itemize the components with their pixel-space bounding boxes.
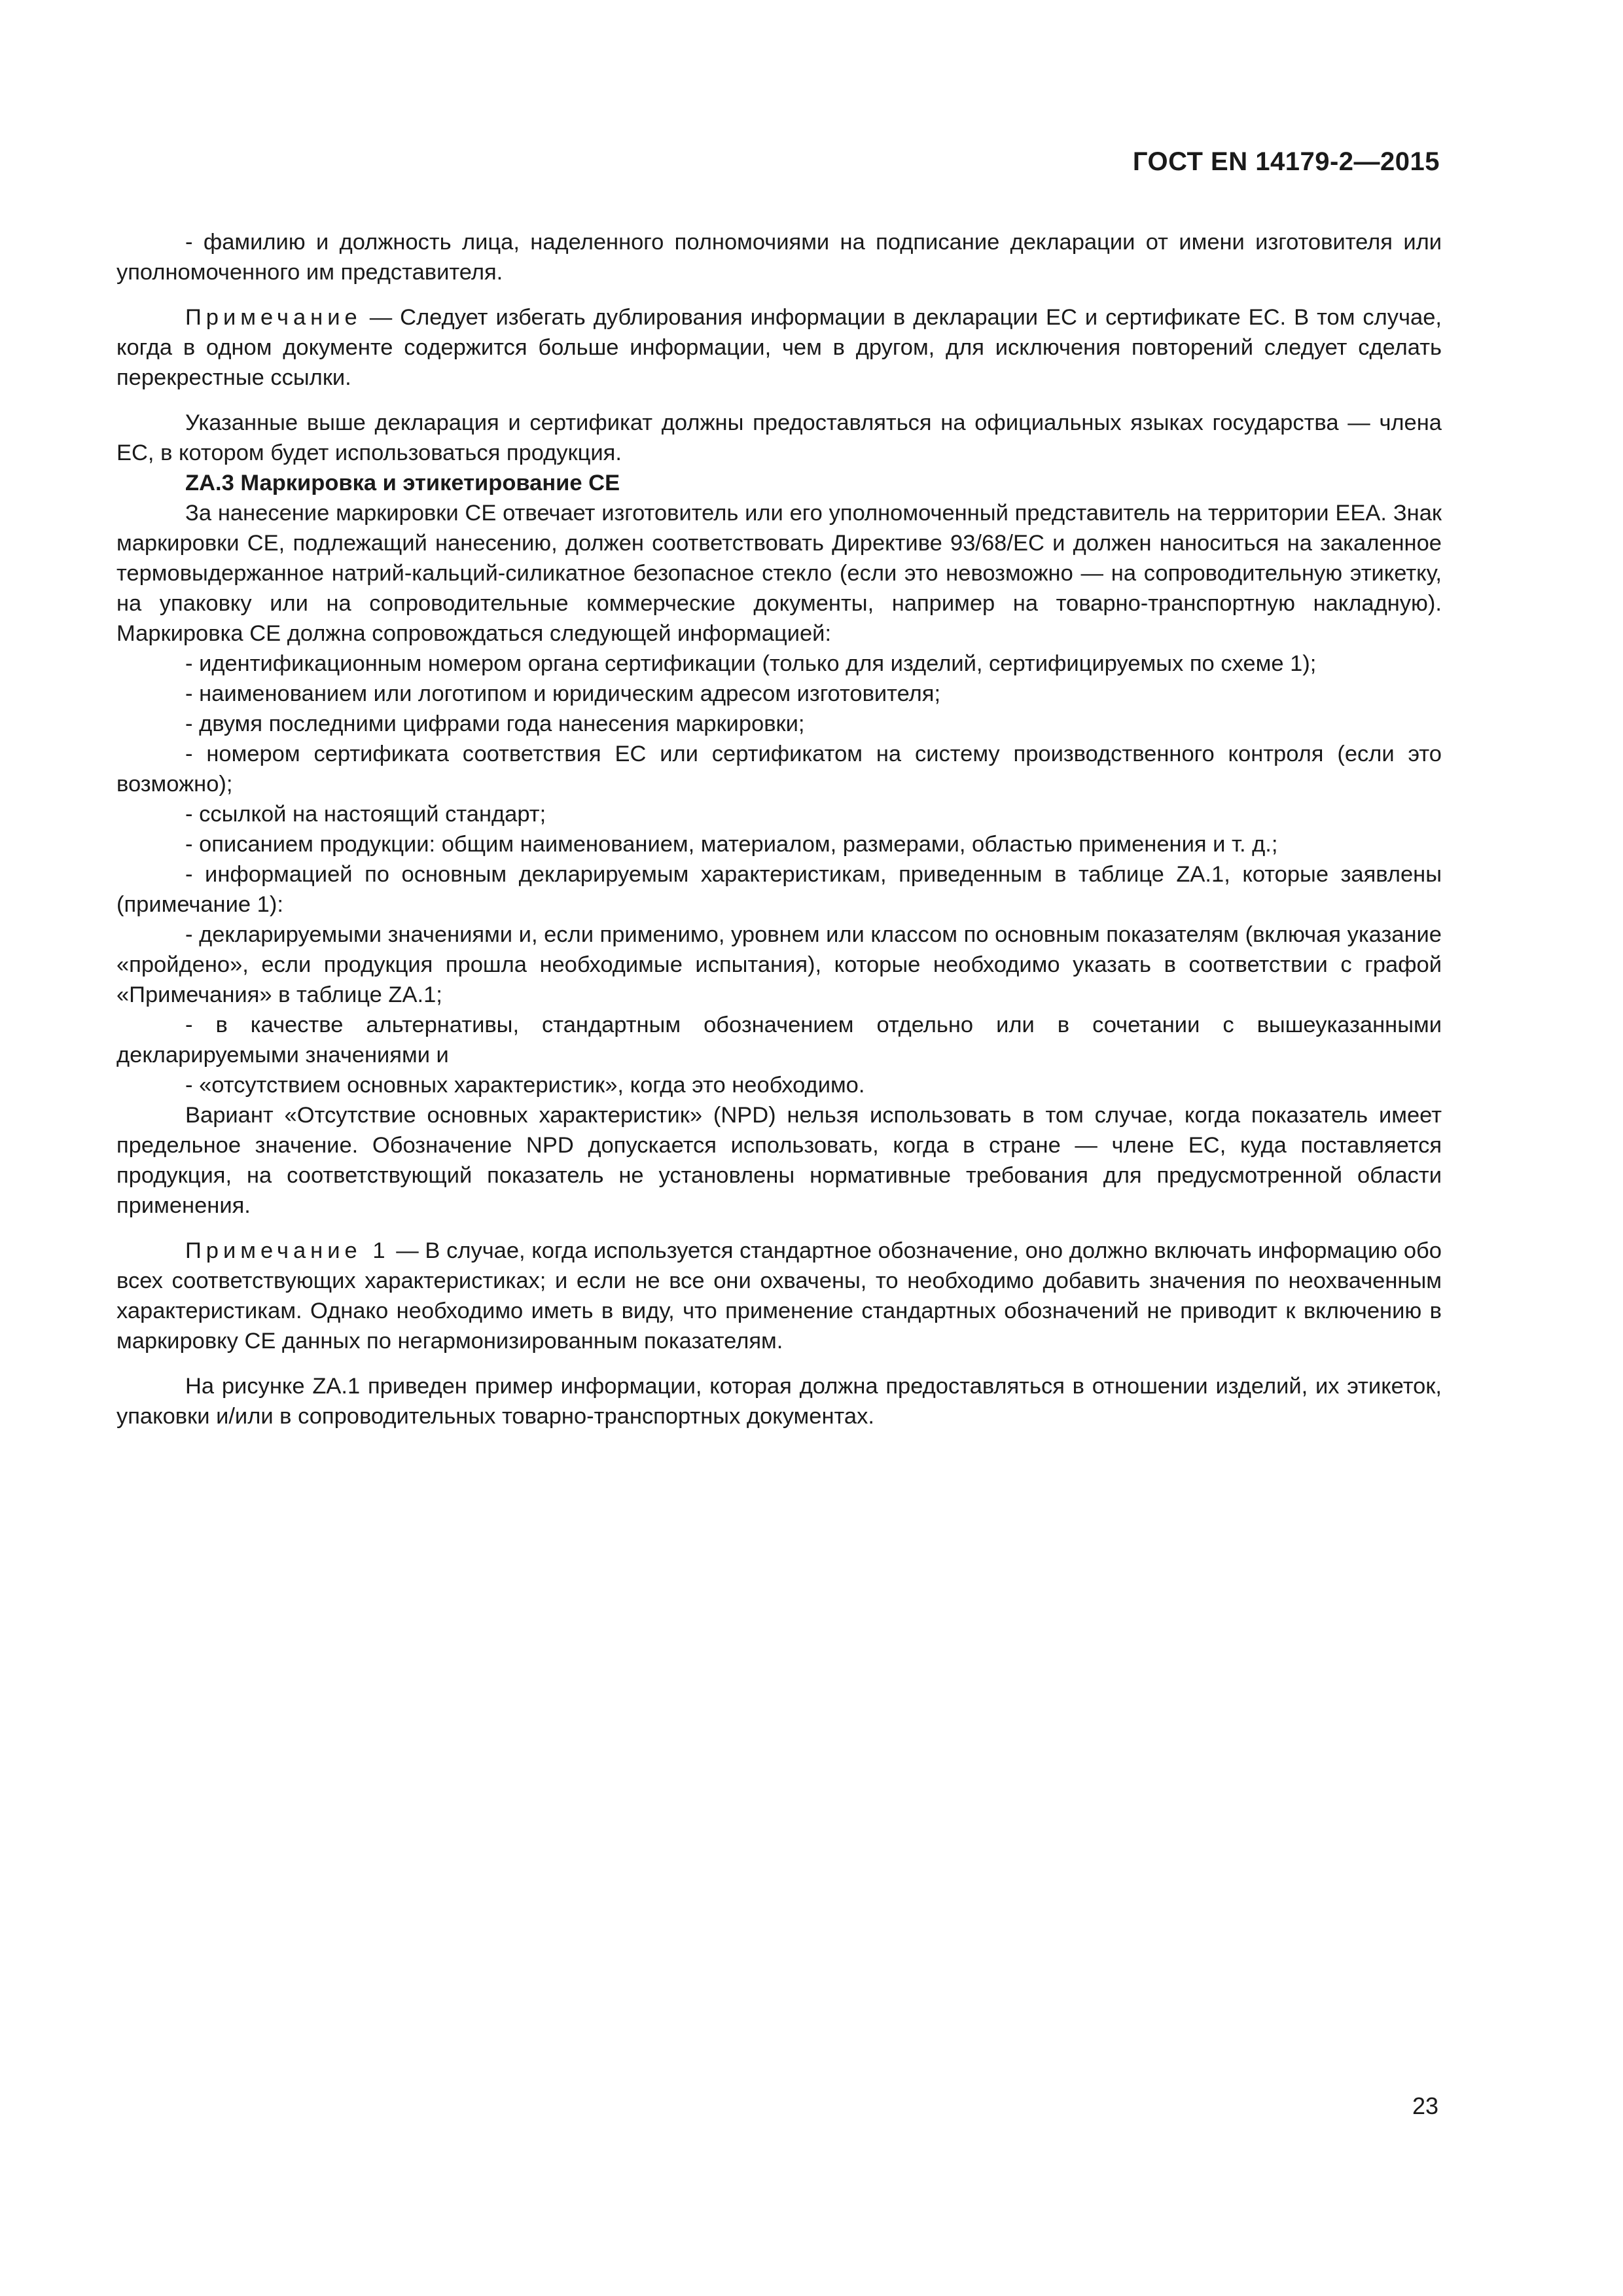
paragraph-signatory: - фамилию и должность лица, наделенного полномочиями на подписание декларации от имени изготовителя или уполномоченного им представителя. xyxy=(116,230,1442,285)
note-label: Примечание 1 xyxy=(185,1238,390,1263)
note-label: Примечание xyxy=(185,305,362,330)
note-paragraph-1 xyxy=(116,1236,1442,1356)
list-item: - номером сертификата соответствия ЕС или сертификатом на систему производственного контроля (если это возможно); xyxy=(116,742,1442,797)
list-item: - наименованием или логотипом и юридическим адресом изготовителя; xyxy=(185,681,941,706)
section-heading: ZA.3 Маркировка и этикетирование СЕ xyxy=(185,471,620,495)
list-item: - информацией по основным декларируемым характеристикам, приведенным в таблице ZA.1, которые заявлены (примечание 1): xyxy=(116,862,1442,917)
list-item: - идентификационным номером органа сертификации (только для изделий, сертифицируемых по схеме 1); xyxy=(185,651,1317,676)
list-item: - декларируемыми значениями и, если применимо, уровнем или классом по основным показателям (включая указание «пройдено», если продукция прошла необходимые испытания), которые необходимо указать в соответствии с графой «Примечания» в таблице ZA.1; xyxy=(116,922,1442,1007)
note-text: — В случае, когда используется стандартное обозначение, оно должно включать информацию обо всех соответствующих характеристиках; и если не все они охвачены, то необходимо добавить значения по неохваченным характеристикам. Однако необходимо иметь в виду, что применение стандартных обозначений не приводит к включению в маркировку СЕ данных по негармонизированным показателям. xyxy=(116,1238,1442,1354)
page-number: 23 xyxy=(1412,2092,1438,2119)
list-item: - двумя последними цифрами года нанесения маркировки; xyxy=(185,711,805,736)
paragraph-ce-marking: За нанесение маркировки СЕ отвечает изготовитель или его уполномоченный представитель на территории ЕЕА. Знак маркировки СЕ, подлежащий нанесению, должен соответствовать Директиве 93/68/ЕС и должен наноситься на закаленное термовыдержанное натрий-кальций-силикатное безопасное стекло (если это невозможно — на сопроводительную этикетку, на упаковку или на сопроводительные коммерческие документы, например на товарно-транспортную накладную). Маркировка СЕ должна сопровождаться следующей информацией: xyxy=(116,501,1442,646)
list-item: - описанием продукции: общим наименованием, материалом, размерами, областью применения и т. д.; xyxy=(185,832,1278,857)
document-body xyxy=(116,227,1442,1431)
list-item: - в качестве альтернативы, стандартным обозначением отдельно или в сочетании с вышеуказанными декларируемыми значениями и xyxy=(116,1013,1442,1067)
paragraph-npd: Вариант «Отсутствие основных характеристик» (NPD) нельзя использовать в том случае, когда показатель имеет предельное значение. Обозначение NPD допускается использовать, когда в стране — члене ЕС, куда поставляется продукция, на соответствующий показатель не установлены нормативные требования для предусмотренной области применения. xyxy=(116,1103,1442,1218)
list-item: - ссылкой на настоящий стандарт; xyxy=(185,802,546,827)
list-item: - «отсутствием основных характеристик», когда это необходимо. xyxy=(185,1073,865,1098)
paragraph-languages: Указанные выше декларация и сертификат должны предоставляться на официальных языках государства — члена ЕС, в котором будет использоваться продукция. xyxy=(116,410,1442,465)
note-text: — Следует избегать дублирования информации в декларации ЕС и сертификате ЕС. В том случае, когда в одном документе содержится больше информации, чем в другом, для исключения повторений следует сделать перекрестные ссылки. xyxy=(116,305,1442,390)
paragraph-figure-reference: На рисунке ZA.1 приведен пример информации, которая должна предоставляться в отношении изделий, их этикеток, упаковки и/или в сопроводительных товарно-транспортных документах. xyxy=(116,1374,1442,1429)
note-paragraph xyxy=(116,302,1442,393)
standard-code-header: ГОСТ EN 14179-2—2015 xyxy=(1132,147,1440,176)
